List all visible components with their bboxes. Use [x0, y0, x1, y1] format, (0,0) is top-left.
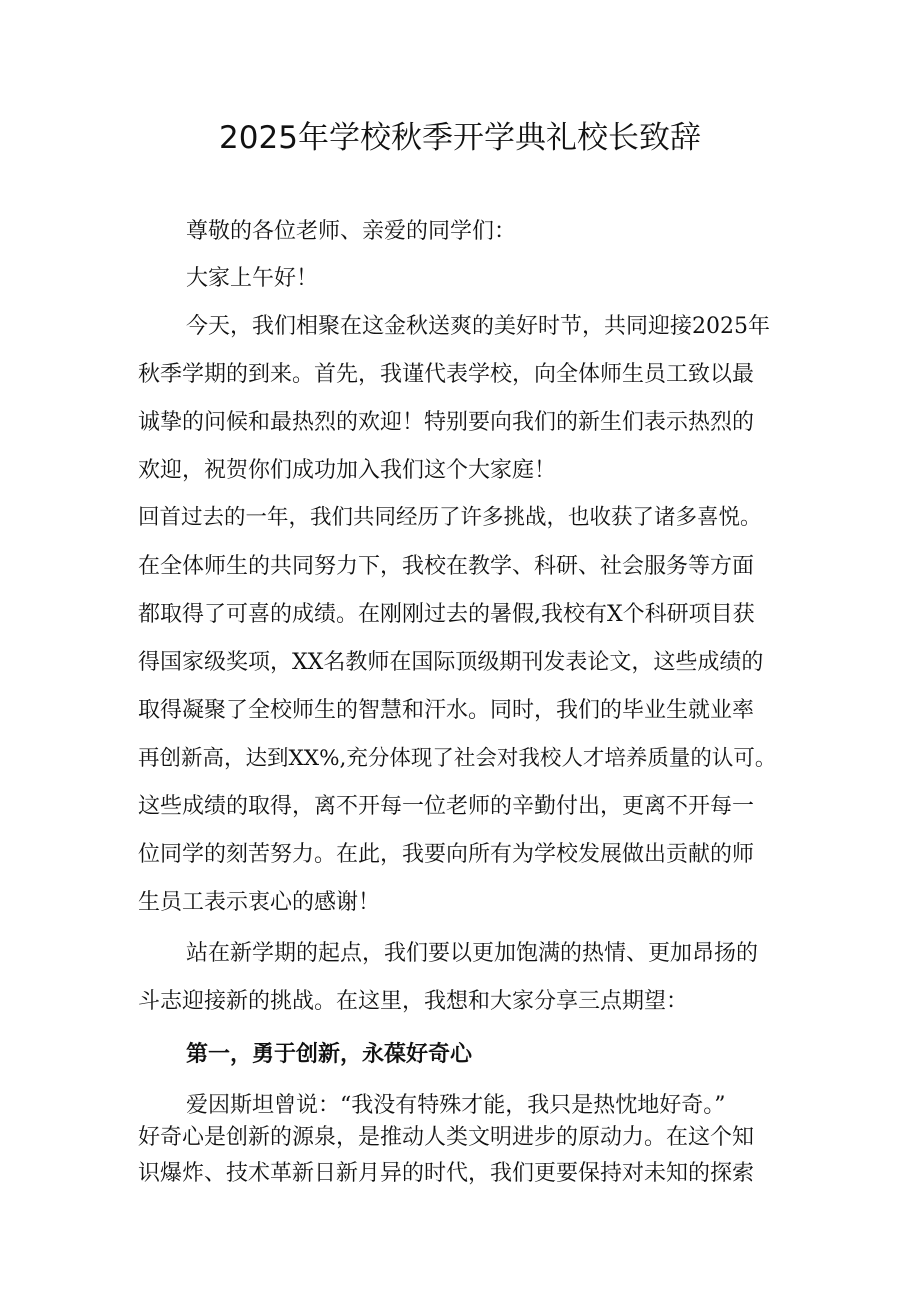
salutation-line: 尊敬的各位老师、亲爱的同学们：: [186, 219, 517, 244]
paragraph-line: 诚挚的问候和最热烈的欢迎！特别要向我们的新生们表示热烈的: [138, 410, 755, 435]
paragraph-line: 取得凝聚了全校师生的智慧和汗水。同时，我们的毕业生就业率: [138, 698, 755, 723]
paragraph-line: 欢迎，祝贺你们成功加入我们这个大家庭！: [138, 458, 557, 483]
paragraph-line: 今天，我们相聚在这金秋送爽的美好时节，共同迎接2025年: [186, 314, 770, 339]
paragraph-line: 生员工表示衷心的感谢！: [138, 890, 381, 915]
paragraph-line: 好奇心是创新的源泉，是推动人类文明进步的原动力。在这个知: [138, 1125, 755, 1150]
paragraph-line: 识爆炸、技术革新日新月异的时代，我们更要保持对未知的探索: [138, 1161, 755, 1186]
paragraph-line: 这些成绩的取得，离不开每一位老师的辛勤付出，更离不开每一: [138, 794, 755, 819]
paragraph-line: 都取得了可喜的成绩。在刚刚过去的暑假,我校有X个科研项目获: [138, 602, 755, 627]
paragraph-line: 斗志迎接新的挑战。在这里，我想和大家分享三点期望：: [138, 989, 689, 1014]
paragraph-line: 再创新高，达到XX%,充分体现了社会对我校人才培养质量的认可。: [138, 746, 777, 771]
paragraph-line: 回首过去的一年，我们共同经历了许多挑战，也收获了诸多喜悦。: [138, 505, 762, 530]
document-title: 2025年学校秋季开学典礼校长致辞: [219, 120, 701, 156]
section-heading: 第一，勇于创新，永葆好奇心: [186, 1042, 473, 1067]
quote-line: 爱因斯坦曾说：“我没有特殊才能，我只是热忱地好奇。”: [186, 1093, 726, 1118]
paragraph-line: 秋季学期的到来。首先，我谨代表学校，向全体师生员工致以最: [138, 362, 755, 387]
paragraph-line: 在全体师生的共同努力下，我校在教学、科研、社会服务等方面: [138, 554, 755, 579]
paragraph-line: 站在新学期的起点，我们要以更加饱满的热情、更加昂扬的: [186, 941, 759, 966]
paragraph-line: 得国家级奖项，XX名教师在国际顶级期刊发表论文，这些成绩的: [138, 650, 764, 675]
greeting-line: 大家上午好！: [186, 266, 319, 291]
paragraph-line: 位同学的刻苦努力。在此，我要向所有为学校发展做出贡献的师: [138, 842, 755, 867]
